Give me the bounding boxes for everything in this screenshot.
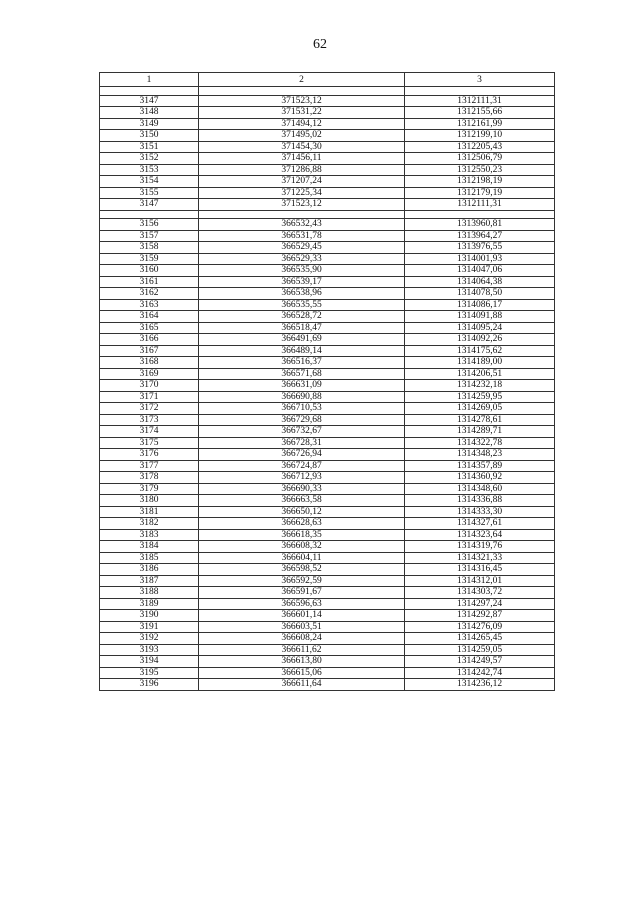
table-row <box>100 495 555 507</box>
y-coordinate-cell: 1314078,50 <box>405 288 555 300</box>
table-row <box>100 460 555 472</box>
point-number-cell: 3172 <box>100 403 199 415</box>
point-number-cell: 3196 <box>100 679 199 691</box>
y-coordinate-cell: 1312179,19 <box>405 187 555 199</box>
point-number-cell: 3163 <box>100 299 199 311</box>
point-number-cell: 3161 <box>100 276 199 288</box>
page-number: 62 <box>313 37 327 52</box>
point-number-cell: 3194 <box>100 656 199 668</box>
section-separator-row <box>100 210 555 219</box>
x-coordinate-cell: 371454,30 <box>199 141 405 153</box>
y-coordinate-cell: 1314269,05 <box>405 403 555 415</box>
table-row <box>100 199 555 211</box>
point-number-cell: 3166 <box>100 334 199 346</box>
x-coordinate-cell: 366631,09 <box>199 380 405 392</box>
table-row <box>100 164 555 176</box>
x-coordinate-cell: 371531,22 <box>199 107 405 119</box>
x-coordinate-cell: 366690,33 <box>199 483 405 495</box>
y-coordinate-cell: 1314348,23 <box>405 449 555 461</box>
y-coordinate-cell: 1312205,43 <box>405 141 555 153</box>
column-header-1: 1 <box>100 73 199 87</box>
y-coordinate-cell: 1314095,24 <box>405 322 555 334</box>
x-coordinate-cell: 366611,62 <box>199 644 405 656</box>
x-coordinate-cell: 371286,88 <box>199 164 405 176</box>
point-number-cell: 3164 <box>100 311 199 323</box>
x-coordinate-cell: 366712,93 <box>199 472 405 484</box>
table-row <box>100 414 555 426</box>
x-coordinate-cell: 371523,12 <box>199 199 405 211</box>
table-row <box>100 472 555 484</box>
point-number-cell: 3176 <box>100 449 199 461</box>
point-number-cell: 3182 <box>100 518 199 530</box>
y-coordinate-cell: 1312111,31 <box>405 95 555 107</box>
y-coordinate-cell: 1312161,99 <box>405 118 555 130</box>
y-coordinate-cell: 1314189,00 <box>405 357 555 369</box>
x-coordinate-cell: 371523,12 <box>199 95 405 107</box>
y-coordinate-cell: 1312155,66 <box>405 107 555 119</box>
y-coordinate-cell: 1314092,26 <box>405 334 555 346</box>
x-coordinate-cell: 366732,67 <box>199 426 405 438</box>
point-number-cell: 3187 <box>100 575 199 587</box>
table-row <box>100 483 555 495</box>
x-coordinate-cell: 371225,34 <box>199 187 405 199</box>
table-body <box>100 87 555 691</box>
x-coordinate-cell: 366535,90 <box>199 265 405 277</box>
table-row <box>100 610 555 622</box>
y-coordinate-cell: 1314321,33 <box>405 552 555 564</box>
x-coordinate-cell: 366539,17 <box>199 276 405 288</box>
point-number-cell: 3168 <box>100 357 199 369</box>
table-row <box>100 380 555 392</box>
x-coordinate-cell: 366528,72 <box>199 311 405 323</box>
section-separator-row <box>100 87 555 96</box>
x-coordinate-cell: 366532,43 <box>199 219 405 231</box>
point-number-cell: 3179 <box>100 483 199 495</box>
table-row <box>100 288 555 300</box>
x-coordinate-cell: 366598,52 <box>199 564 405 576</box>
x-coordinate-cell: 366611,64 <box>199 679 405 691</box>
y-coordinate-cell: 1314091,88 <box>405 311 555 323</box>
point-number-cell: 3181 <box>100 506 199 518</box>
point-number-cell: 3160 <box>100 265 199 277</box>
empty-cell <box>100 210 199 219</box>
point-number-cell: 3151 <box>100 141 199 153</box>
table-row <box>100 265 555 277</box>
point-number-cell: 3180 <box>100 495 199 507</box>
point-number-cell: 3189 <box>100 598 199 610</box>
y-coordinate-cell: 1314001,93 <box>405 253 555 265</box>
point-number-cell: 3184 <box>100 541 199 553</box>
table-row <box>100 187 555 199</box>
coordinates-table <box>99 72 555 691</box>
table-row <box>100 345 555 357</box>
table-row <box>100 518 555 530</box>
point-number-cell: 3154 <box>100 176 199 188</box>
point-number-cell: 3159 <box>100 253 199 265</box>
column-header-3: 3 <box>405 73 555 87</box>
point-number-cell: 3186 <box>100 564 199 576</box>
table-row <box>100 403 555 415</box>
y-coordinate-cell: 1314360,92 <box>405 472 555 484</box>
table-row <box>100 529 555 541</box>
point-number-cell: 3191 <box>100 621 199 633</box>
point-number-cell: 3190 <box>100 610 199 622</box>
x-coordinate-cell: 366529,45 <box>199 242 405 254</box>
x-coordinate-cell: 366531,78 <box>199 230 405 242</box>
point-number-cell: 3169 <box>100 368 199 380</box>
x-coordinate-cell: 366491,69 <box>199 334 405 346</box>
point-number-cell: 3183 <box>100 529 199 541</box>
point-number-cell: 3157 <box>100 230 199 242</box>
point-number-cell: 3174 <box>100 426 199 438</box>
point-number-cell: 3193 <box>100 644 199 656</box>
x-coordinate-cell: 366591,67 <box>199 587 405 599</box>
table-row <box>100 391 555 403</box>
table-row <box>100 95 555 107</box>
point-number-cell: 3165 <box>100 322 199 334</box>
table-row <box>100 176 555 188</box>
table-row <box>100 656 555 668</box>
y-coordinate-cell: 1314348,60 <box>405 483 555 495</box>
y-coordinate-cell: 1314047,06 <box>405 265 555 277</box>
table-row <box>100 230 555 242</box>
x-coordinate-cell: 366604,11 <box>199 552 405 564</box>
table-row <box>100 311 555 323</box>
point-number-cell: 3155 <box>100 187 199 199</box>
table-row <box>100 587 555 599</box>
point-number-cell: 3150 <box>100 130 199 142</box>
x-coordinate-cell: 366603,51 <box>199 621 405 633</box>
table-row <box>100 644 555 656</box>
table-row <box>100 118 555 130</box>
point-number-cell: 3162 <box>100 288 199 300</box>
y-coordinate-cell: 1313976,55 <box>405 242 555 254</box>
table-row <box>100 253 555 265</box>
x-coordinate-cell: 366489,14 <box>199 345 405 357</box>
x-coordinate-cell: 366724,87 <box>199 460 405 472</box>
table-row <box>100 564 555 576</box>
y-coordinate-cell: 1312506,79 <box>405 153 555 165</box>
x-coordinate-cell: 366728,31 <box>199 437 405 449</box>
table-row <box>100 541 555 553</box>
table-row <box>100 426 555 438</box>
empty-cell <box>100 87 199 96</box>
point-number-cell: 3147 <box>100 95 199 107</box>
point-number-cell: 3152 <box>100 153 199 165</box>
x-coordinate-cell: 366650,12 <box>199 506 405 518</box>
y-coordinate-cell: 1312111,31 <box>405 199 555 211</box>
table-row <box>100 130 555 142</box>
y-coordinate-cell: 1314064,38 <box>405 276 555 288</box>
y-coordinate-cell: 1314232,18 <box>405 380 555 392</box>
table-row <box>100 633 555 645</box>
y-coordinate-cell: 1314206,51 <box>405 368 555 380</box>
y-coordinate-cell: 1314259,95 <box>405 391 555 403</box>
table-row <box>100 242 555 254</box>
x-coordinate-cell: 366663,58 <box>199 495 405 507</box>
point-number-cell: 3173 <box>100 414 199 426</box>
point-number-cell: 3188 <box>100 587 199 599</box>
x-coordinate-cell: 366615,06 <box>199 667 405 679</box>
y-coordinate-cell: 1314303,72 <box>405 587 555 599</box>
table-row <box>100 552 555 564</box>
y-coordinate-cell: 1314289,71 <box>405 426 555 438</box>
table-row <box>100 667 555 679</box>
y-coordinate-cell: 1312198,19 <box>405 176 555 188</box>
point-number-cell: 3185 <box>100 552 199 564</box>
y-coordinate-cell: 1313964,27 <box>405 230 555 242</box>
y-coordinate-cell: 1314333,30 <box>405 506 555 518</box>
x-coordinate-cell: 366596,63 <box>199 598 405 610</box>
y-coordinate-cell: 1314316,45 <box>405 564 555 576</box>
table-row <box>100 334 555 346</box>
table-row <box>100 449 555 461</box>
y-coordinate-cell: 1314242,74 <box>405 667 555 679</box>
x-coordinate-cell: 371456,11 <box>199 153 405 165</box>
x-coordinate-cell: 366571,68 <box>199 368 405 380</box>
x-coordinate-cell: 366535,55 <box>199 299 405 311</box>
table-row <box>100 437 555 449</box>
x-coordinate-cell: 371207,24 <box>199 176 405 188</box>
y-coordinate-cell: 1312199,10 <box>405 130 555 142</box>
point-number-cell: 3149 <box>100 118 199 130</box>
x-coordinate-cell: 366729,68 <box>199 414 405 426</box>
point-number-cell: 3192 <box>100 633 199 645</box>
x-coordinate-cell: 366613,80 <box>199 656 405 668</box>
x-coordinate-cell: 366710,53 <box>199 403 405 415</box>
x-coordinate-cell: 366628,63 <box>199 518 405 530</box>
x-coordinate-cell: 366529,33 <box>199 253 405 265</box>
x-coordinate-cell: 366601,14 <box>199 610 405 622</box>
table-row <box>100 679 555 691</box>
column-header-2: 2 <box>199 73 405 87</box>
x-coordinate-cell: 366518,47 <box>199 322 405 334</box>
y-coordinate-cell: 1314357,89 <box>405 460 555 472</box>
point-number-cell: 3156 <box>100 219 199 231</box>
table-row <box>100 506 555 518</box>
y-coordinate-cell: 1314322,78 <box>405 437 555 449</box>
table-row <box>100 107 555 119</box>
y-coordinate-cell: 1314336,88 <box>405 495 555 507</box>
point-number-cell: 3167 <box>100 345 199 357</box>
y-coordinate-cell: 1314175,62 <box>405 345 555 357</box>
table-row <box>100 368 555 380</box>
table-row <box>100 598 555 610</box>
table-row <box>100 621 555 633</box>
y-coordinate-cell: 1314259,05 <box>405 644 555 656</box>
y-coordinate-cell: 1314323,64 <box>405 529 555 541</box>
point-number-cell: 3153 <box>100 164 199 176</box>
table-row <box>100 357 555 369</box>
header-row <box>100 73 555 87</box>
table-row <box>100 299 555 311</box>
point-number-cell: 3170 <box>100 380 199 392</box>
empty-cell <box>199 210 405 219</box>
empty-cell <box>405 210 555 219</box>
point-number-cell: 3158 <box>100 242 199 254</box>
y-coordinate-cell: 1312550,23 <box>405 164 555 176</box>
table-row <box>100 575 555 587</box>
empty-cell <box>405 87 555 96</box>
y-coordinate-cell: 1314249,57 <box>405 656 555 668</box>
y-coordinate-cell: 1314265,45 <box>405 633 555 645</box>
x-coordinate-cell: 366618,35 <box>199 529 405 541</box>
y-coordinate-cell: 1314276,09 <box>405 621 555 633</box>
point-number-cell: 3195 <box>100 667 199 679</box>
y-coordinate-cell: 1314327,61 <box>405 518 555 530</box>
table-row <box>100 322 555 334</box>
point-number-cell: 3148 <box>100 107 199 119</box>
x-coordinate-cell: 366690,88 <box>199 391 405 403</box>
y-coordinate-cell: 1313960,81 <box>405 219 555 231</box>
point-number-cell: 3171 <box>100 391 199 403</box>
y-coordinate-cell: 1314292,87 <box>405 610 555 622</box>
x-coordinate-cell: 366608,24 <box>199 633 405 645</box>
point-number-cell: 3178 <box>100 472 199 484</box>
table-row <box>100 153 555 165</box>
y-coordinate-cell: 1314236,12 <box>405 679 555 691</box>
y-coordinate-cell: 1314278,61 <box>405 414 555 426</box>
point-number-cell: 3177 <box>100 460 199 472</box>
y-coordinate-cell: 1314319,76 <box>405 541 555 553</box>
y-coordinate-cell: 1314086,17 <box>405 299 555 311</box>
table-row <box>100 219 555 231</box>
point-number-cell: 3175 <box>100 437 199 449</box>
x-coordinate-cell: 366516,37 <box>199 357 405 369</box>
point-number-cell: 3147 <box>100 199 199 211</box>
x-coordinate-cell: 366608,32 <box>199 541 405 553</box>
x-coordinate-cell: 366592,59 <box>199 575 405 587</box>
y-coordinate-cell: 1314312,01 <box>405 575 555 587</box>
x-coordinate-cell: 366538,96 <box>199 288 405 300</box>
y-coordinate-cell: 1314297,24 <box>405 598 555 610</box>
x-coordinate-cell: 371495,02 <box>199 130 405 142</box>
x-coordinate-cell: 371494,12 <box>199 118 405 130</box>
x-coordinate-cell: 366726,94 <box>199 449 405 461</box>
table-row <box>100 141 555 153</box>
table-row <box>100 276 555 288</box>
empty-cell <box>199 87 405 96</box>
